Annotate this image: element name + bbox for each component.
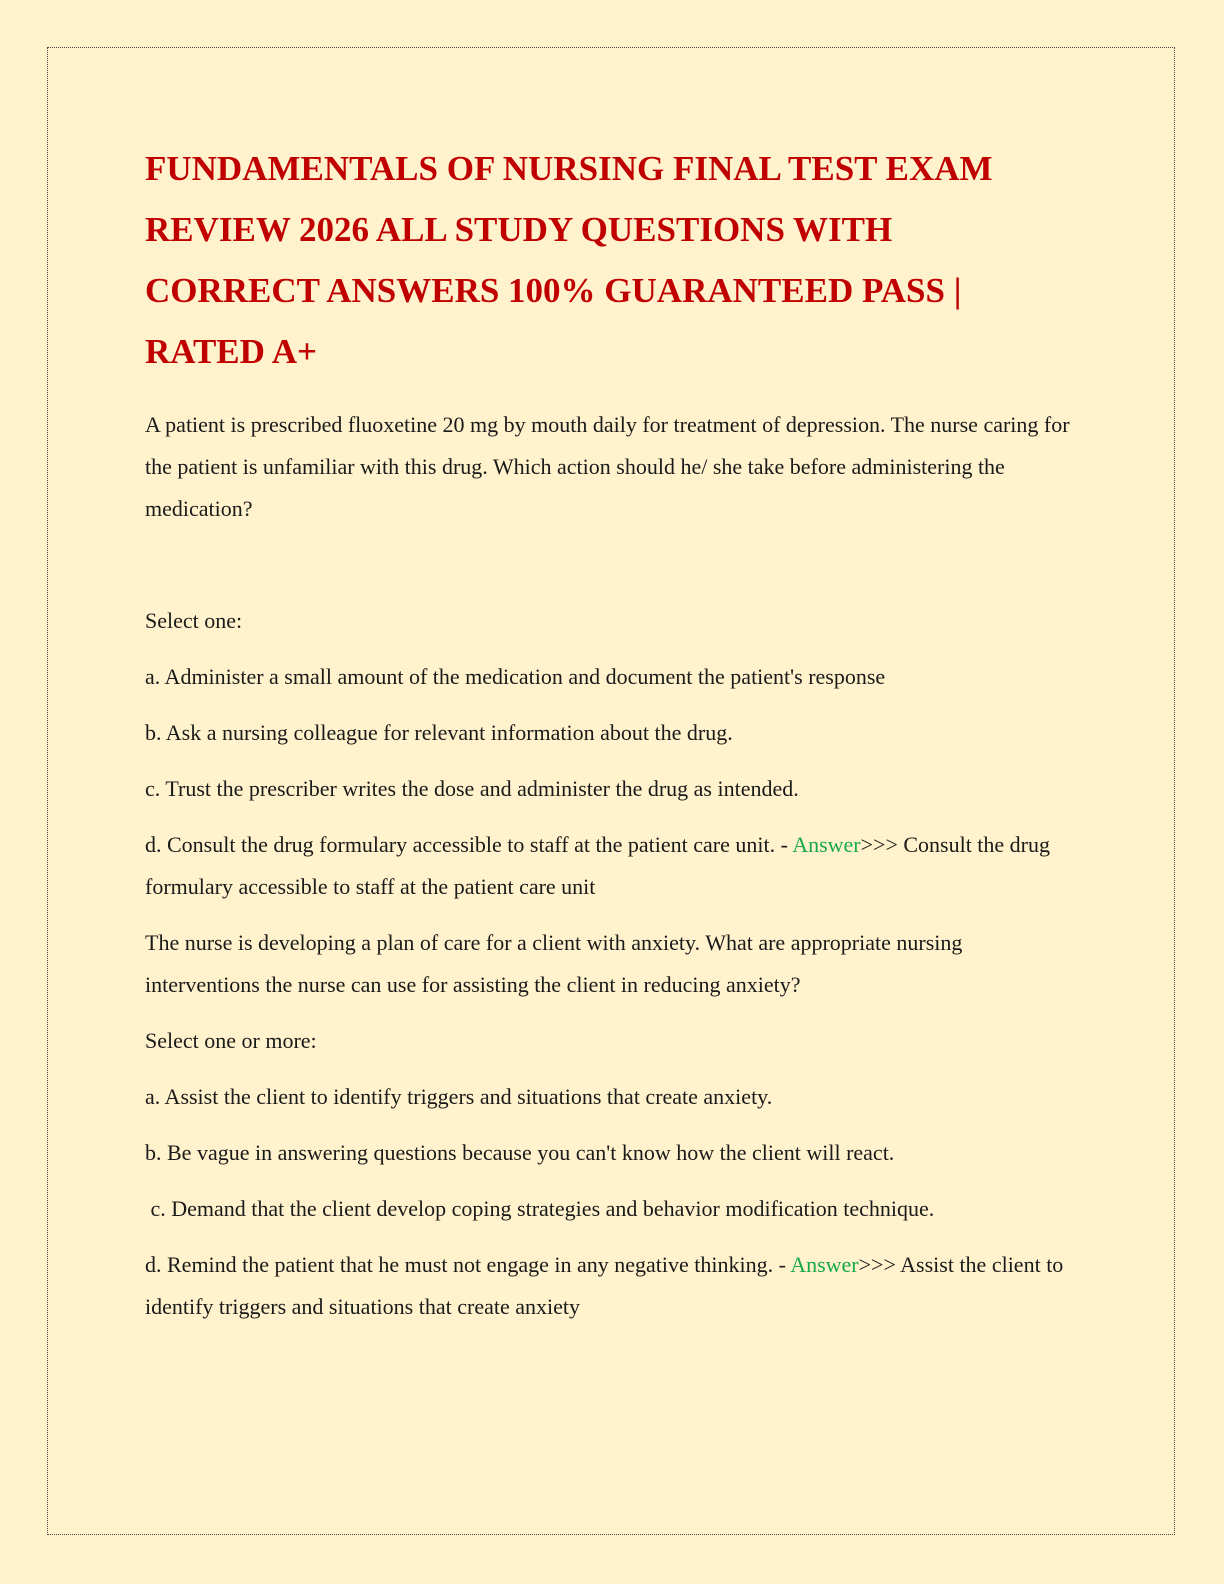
option-a: a. Administer a small amount of the medication and document the patient's response [145, 664, 886, 689]
spacer [145, 544, 1075, 600]
option-a: a. Assist the client to identify triggers and situations that create anxiety. [145, 1084, 773, 1109]
document-title: FUNDAMENTALS OF NURSING FINAL TEST EXAM REVIEW 2026 ALL STUDY QUESTIONS WITH CORRECT ANSWERS 100% GUARANTEED PASS | RATED A+ [145, 149, 993, 371]
document-body [145, 138, 1075, 1342]
answer-text: >>> Consult the drug formulary accessible to staff at the patient care unit [145, 832, 1051, 899]
question-text: A patient is prescribed fluoxetine 20 mg by mouth daily for treatment of depression. The nurse caring for the patient is unfamiliar with this drug. Which action should he/ she take before administering the medication? [145, 412, 1070, 521]
option-d-with-answer [145, 1244, 1075, 1328]
question-instruction: Select one or more: [145, 1028, 317, 1053]
answer-label: Answer [790, 1252, 859, 1277]
option-d: d. Consult the drug formulary accessible to staff at the patient care unit. - [145, 832, 793, 857]
question-block-2 [145, 922, 1075, 1328]
answer-label: Answer [792, 832, 861, 857]
option-b: b. Be vague in answering questions because you can't know how the client will react. [145, 1140, 895, 1165]
question-text: The nurse is developing a plan of care for a client with anxiety. What are appropriate nursing interventions the nurse can use for assisting the client in reducing anxiety? [145, 930, 963, 997]
option-c: c. Demand that the client develop coping strategies and behavior modification technique. [145, 1196, 935, 1221]
option-b: b. Ask a nursing colleague for relevant information about the drug. [145, 720, 733, 745]
option-c: c. Trust the prescriber writes the dose and administer the drug as intended. [145, 776, 799, 801]
answer-text: >>> Assist the client to identify triggers and situations that create anxiety [145, 1252, 1064, 1319]
question-instruction: Select one: [145, 608, 243, 633]
question-block-1 [145, 404, 1075, 908]
option-d-with-answer [145, 824, 1075, 908]
option-d: d. Remind the patient that he must not engage in any negative thinking. - [145, 1252, 791, 1277]
